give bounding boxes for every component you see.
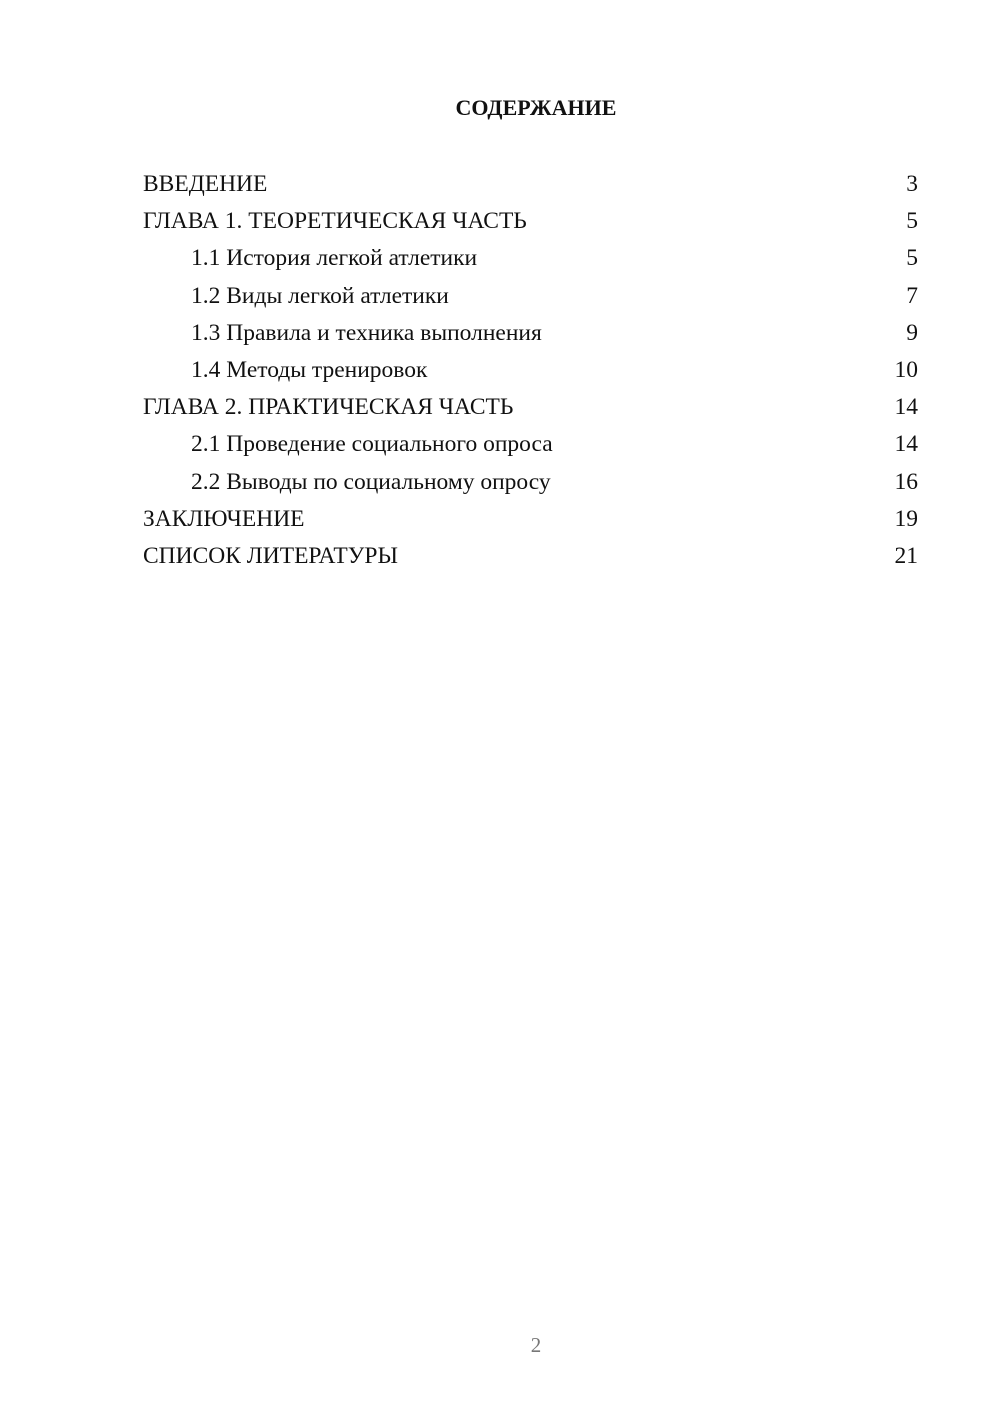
toc-entry[interactable] (143, 205, 918, 242)
toc-entry[interactable] (143, 242, 918, 279)
toc-entry-page: 7 (906, 282, 918, 309)
toc-entry-page: 16 (894, 468, 918, 495)
toc-entry-page: 21 (894, 542, 918, 569)
toc-entry-page: 14 (894, 431, 918, 458)
toc-entry-page: 19 (894, 505, 918, 532)
toc-entry-label: 1.4 Методы тренировок (191, 356, 428, 383)
toc-entry[interactable] (143, 317, 918, 354)
table-of-contents (143, 168, 918, 577)
page-title: СОДЕРЖАНИЕ (455, 95, 617, 120)
toc-entry[interactable] (143, 503, 918, 540)
toc-entry[interactable] (143, 280, 918, 317)
toc-entry-label: 1.3 Правила и техника выполнения (191, 319, 542, 346)
toc-entry[interactable] (143, 540, 918, 577)
toc-entry-page: 14 (894, 394, 918, 421)
toc-entry-label: ГЛАВА 2. ПРАКТИЧЕСКАЯ ЧАСТЬ (143, 394, 514, 421)
toc-entry-label: 2.1 Проведение социального опроса (191, 431, 553, 458)
toc-entry[interactable] (143, 391, 918, 428)
toc-entry[interactable] (143, 466, 918, 503)
toc-entry-label: ГЛАВА 1. ТЕОРЕТИЧЕСКАЯ ЧАСТЬ (143, 208, 527, 235)
toc-entry-page: 5 (906, 208, 918, 235)
toc-entry-page: 5 (906, 245, 918, 272)
toc-entry[interactable] (143, 428, 918, 465)
toc-entry-label: ВВЕДЕНИЕ (143, 171, 268, 197)
toc-entry-label: 1.1 История легкой атлетики (191, 245, 478, 272)
toc-entry-label: 1.2 Виды легкой атлетики (191, 282, 449, 309)
toc-entry-page: 9 (906, 319, 918, 346)
toc-entry-label: 2.2 Выводы по социальному опросу (191, 468, 551, 495)
toc-entry[interactable] (143, 168, 918, 205)
toc-entry-label: СПИСОК ЛИТЕРАТУРЫ (143, 542, 398, 569)
toc-entry-page: 3 (906, 171, 918, 197)
toc-entry-page: 10 (894, 356, 918, 383)
toc-entry-label: ЗАКЛЮЧЕНИЕ (143, 505, 305, 532)
page-number: 2 (530, 1333, 542, 1357)
toc-entry[interactable] (143, 354, 918, 391)
